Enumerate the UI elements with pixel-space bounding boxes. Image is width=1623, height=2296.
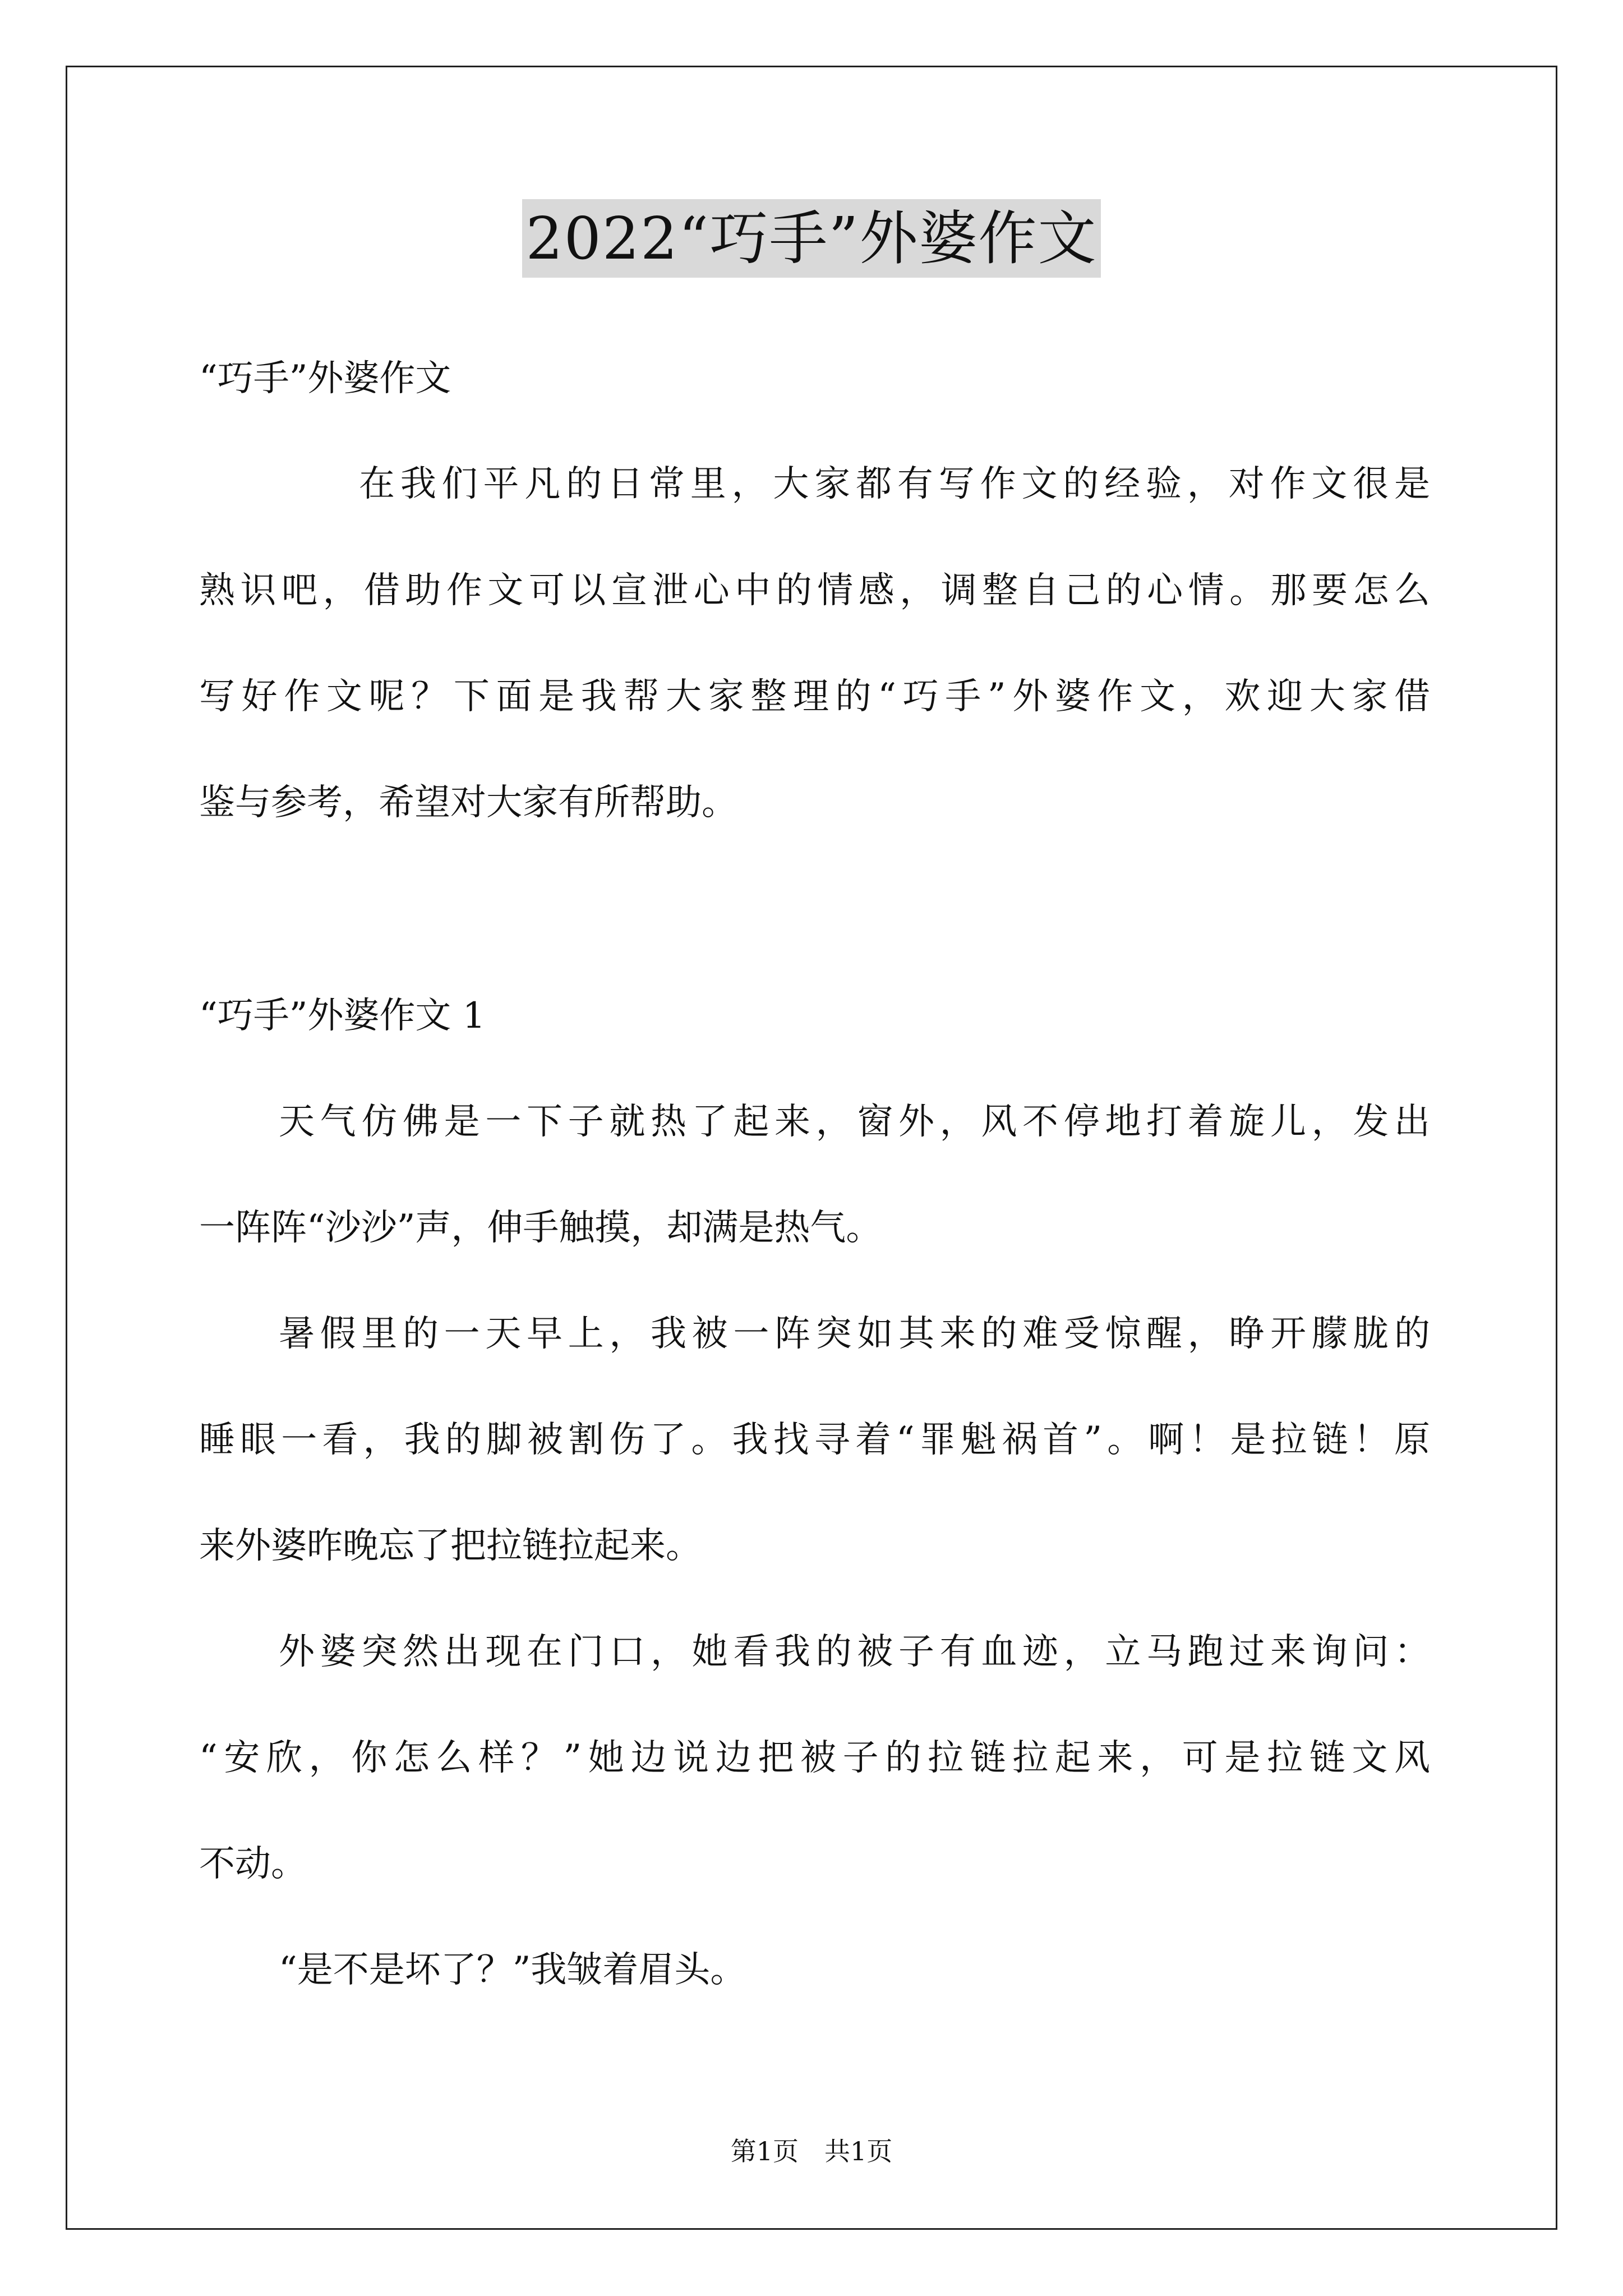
paragraph-line: 熟识吧，借助作文可以宣泄心中的情感，调整自己的心情。那要怎么 <box>199 570 1430 611</box>
paragraph-line: 暑假里的一天早上，我被一阵突如其来的难受惊醒，睁开朦胧的 <box>279 1313 1430 1355</box>
paragraph-line: 不动。 <box>199 1843 307 1885</box>
paragraph-line: 写好作文呢？下面是我帮大家整理的“巧手”外婆作文，欢迎大家借 <box>199 676 1430 717</box>
paragraph-line: 外婆突然出现在门口，她看我的被子有血迹，立马跑过来询问： <box>279 1631 1430 1673</box>
paragraph-line: 来外婆昨晚忘了把拉链拉起来。 <box>199 1525 702 1567</box>
section-heading: “巧手”外婆作文 <box>199 358 451 399</box>
section-heading: “巧手”外婆作文 1 <box>199 995 486 1037</box>
paragraph-line: 睡眼一看，我的脚被割伤了。我找寻着“罪魁祸首”。啊！是拉链！原 <box>199 1419 1430 1461</box>
paragraph-line: “是不是坏了？”我皱着眉头。 <box>279 1949 746 1991</box>
paragraph-line: 鉴与参考，希望对大家有所帮助。 <box>199 782 737 823</box>
document-title: 2022“巧手”外婆作文 <box>522 199 1100 278</box>
paragraph-line: 一阵阵“沙沙”声，伸手触摸，却满是热气。 <box>199 1207 882 1249</box>
title-container <box>0 199 1623 278</box>
page-footer: 第1页 共1页 <box>730 2136 893 2166</box>
paragraph-line: 在我们平凡的日常里，大家都有写作文的经验，对作文很是 <box>359 463 1430 505</box>
paragraph-line: 天气仿佛是一下子就热了起来，窗外，风不停地打着旋儿，发出 <box>279 1101 1430 1143</box>
paragraph-line: “安欣，你怎么样？”她边说边把被子的拉链拉起来，可是拉链文风 <box>199 1737 1430 1779</box>
